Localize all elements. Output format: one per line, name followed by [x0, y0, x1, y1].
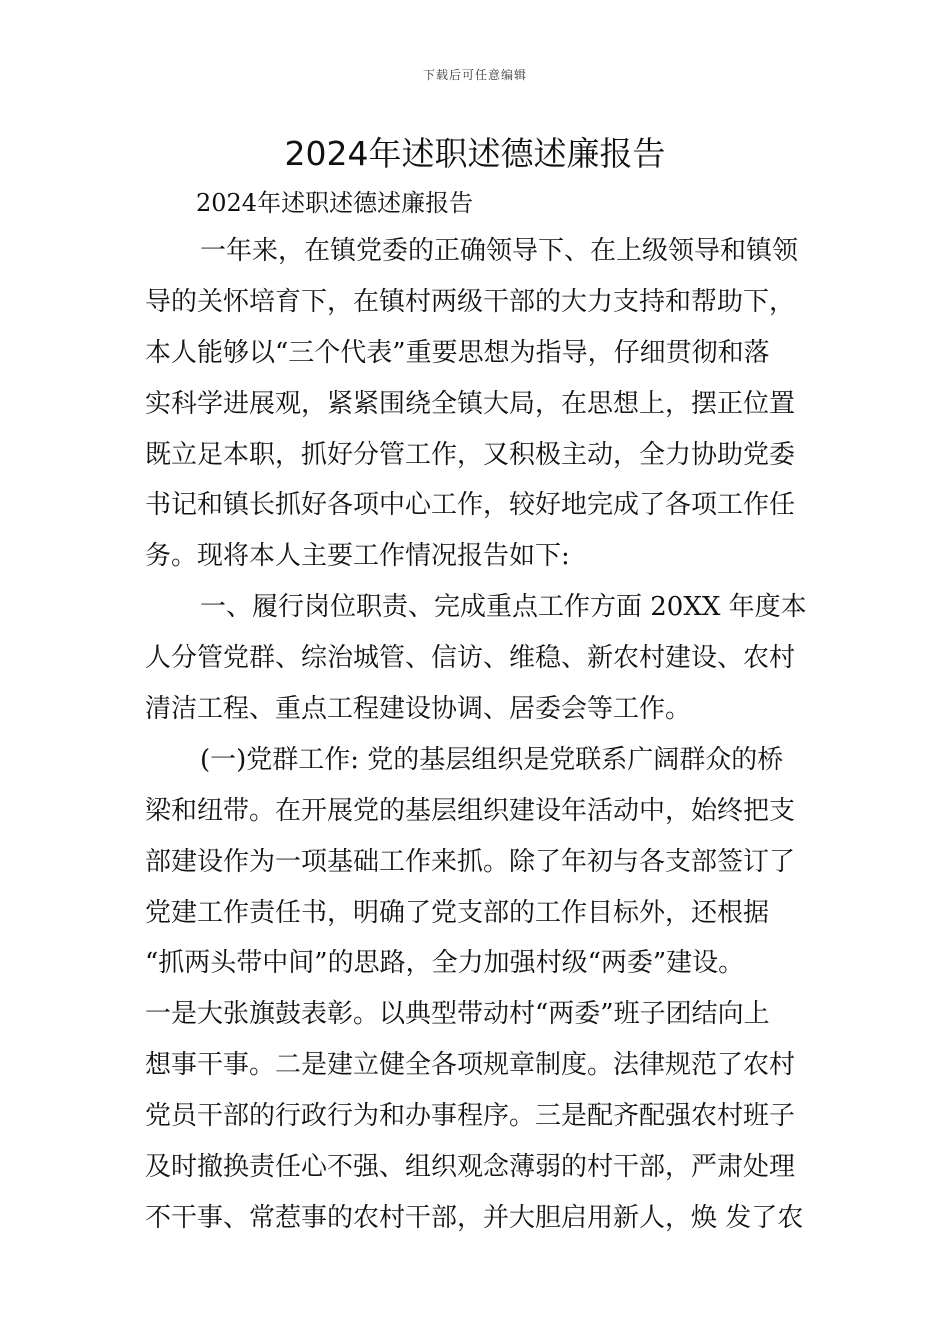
paragraph-line: 人分管党群、综治城管、信访、维稳、新农村建设、农村 — [145, 643, 796, 674]
header-note: 下载后可任意编辑 — [422, 68, 527, 82]
document-body — [145, 226, 810, 1244]
paragraph-line: 及时撤换责任心不强、组织观念薄弱的村干部，严肃处理 — [145, 1152, 796, 1183]
document-subtitle: 2024年述职述德述廉报告 — [196, 189, 474, 217]
paragraph-line: 党员干部的行政行为和办事程序。三是配齐配强农村班子 — [145, 1101, 796, 1132]
paragraph-line: 导的关怀培育下，在镇村两级干部的大力支持和帮助下， — [145, 286, 796, 317]
paragraph-line: 书记和镇长抓好各项中心工作，较好地完成了各项工作任 — [145, 490, 796, 521]
paragraph-line: 党建工作责任书，明确了党支部的工作目标外，还根据 — [145, 897, 770, 928]
paragraph-line: 一、履行岗位职责、完成重点工作方面 20XX 年度本 — [200, 592, 807, 623]
paragraph-line: 一是大张旗鼓表彰。以典型带动村“两委”班子团结向上 — [145, 999, 770, 1030]
paragraph-line: 务。现将本人主要工作情况报告如下: — [145, 541, 570, 572]
paragraph-line: (一)党群工作: 党的基层组织是党联系广阔群众的桥 — [200, 744, 784, 775]
paragraph-line: “抓两头带中间”的思路，全力加强村级“两委”建设。 — [145, 948, 745, 979]
paragraph-line: 本人能够以“三个代表”重要思想为指导，仔细贯彻和落 — [145, 337, 770, 368]
paragraph-line: 实科学进展观，紧紧围绕全镇大局，在思想上，摆正位置 — [145, 388, 796, 419]
paragraph-line: 既立足本职，抓好分管工作，又积极主动，全力协助党委 — [145, 439, 796, 470]
paragraph-line: 清洁工程、重点工程建设协调、居委会等工作。 — [145, 694, 692, 725]
paragraph-line: 部建设作为一项基础工作来抓。除了年初与各支部签订了 — [145, 846, 796, 877]
paragraph-line: 梁和纽带。在开展党的基层组织建设年活动中，始终把支 — [145, 795, 796, 826]
paragraph-line: 一年来，在镇党委的正确领导下、在上级领导和镇领 — [200, 236, 799, 266]
paragraph-line: 不干事、常惹事的农村干部，并大胆启用新人，焕 发了农 — [145, 1202, 804, 1233]
document-title: 2024年述职述德述廉报告 — [284, 134, 666, 173]
paragraph-line: 想事干事。二是建立健全各项规章制度。法律规范了农村 — [145, 1050, 796, 1081]
